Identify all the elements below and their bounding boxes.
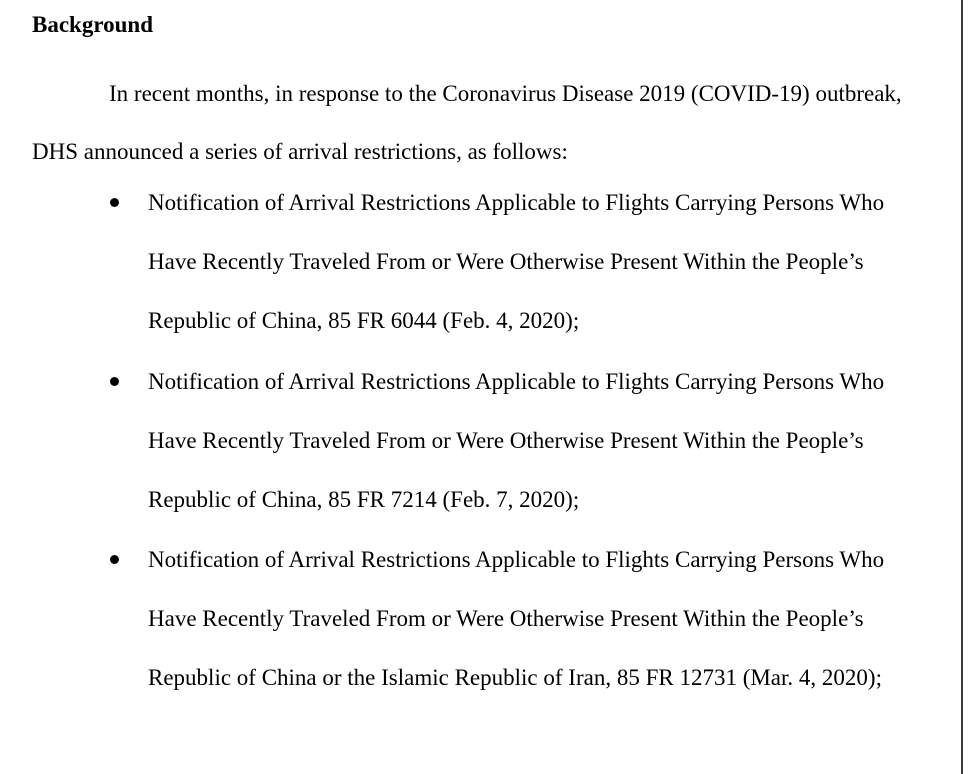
list-item xyxy=(148,530,938,707)
bullet-icon xyxy=(110,198,119,207)
list-item-text: Notification of Arrival Restrictions Applicable to Flights Carrying Persons Who Have Recently Traveled From or Were Otherwise Present Within the People’s Republic of China or the Islamic Republic of Iran, 85 FR 12731 (Mar. 4, 2020); xyxy=(148,547,885,690)
bullet-icon xyxy=(110,377,119,386)
list-item xyxy=(148,352,938,529)
list-item xyxy=(148,173,938,350)
section-heading: Background xyxy=(32,12,154,37)
intro-paragraph: In recent months, in response to the Coronavirus Disease 2019 (COVID-19) outbreak, DHS announced a series of arrival restrictions, as follows: xyxy=(32,81,902,164)
list-item-text: Notification of Arrival Restrictions Applicable to Flights Carrying Persons Who Have Recently Traveled From or Were Otherwise Present Within the People’s Republic of China, 85 FR 7214 (Feb. 7, 2020); xyxy=(148,369,885,512)
list-item-text: Notification of Arrival Restrictions Applicable to Flights Carrying Persons Who Have Recently Traveled From or Were Otherwise Present Within the People’s Republic of China, 85 FR 6044 (Feb. 4, 2020); xyxy=(148,190,885,333)
bullet-icon xyxy=(110,555,119,564)
